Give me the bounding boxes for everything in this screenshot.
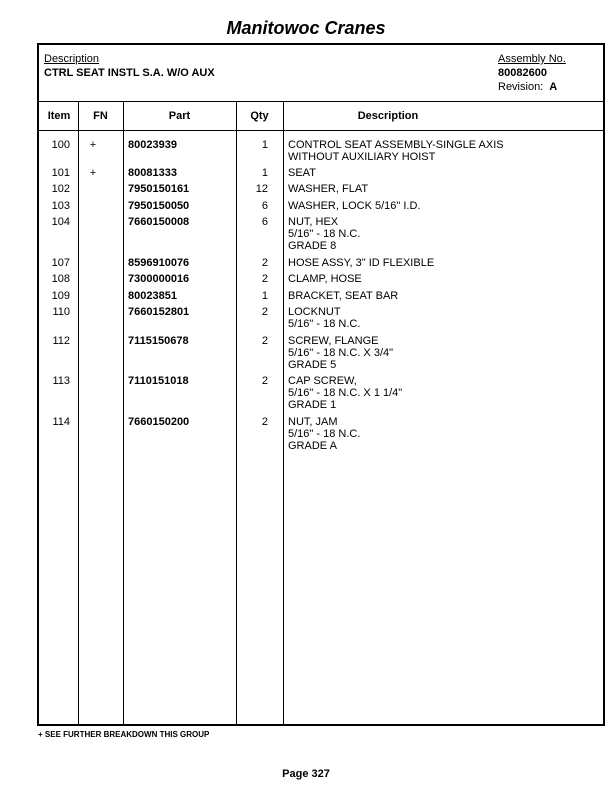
part-number: 7110151018	[128, 375, 189, 387]
part-description: HOSE ASSY, 3" ID FLEXIBLE	[288, 257, 435, 269]
fn-marker: +	[89, 167, 97, 179]
part-number: 80081333	[128, 167, 177, 179]
quantity: 6	[261, 200, 268, 212]
item-number: 102	[51, 183, 70, 195]
item-number: 110	[52, 306, 70, 318]
part-number: 7660150008	[128, 216, 190, 228]
column-divider	[236, 101, 237, 726]
part-number: 80023939	[128, 139, 177, 151]
page-number: Page 327	[282, 768, 330, 780]
revision	[498, 81, 557, 93]
item-number: 114	[52, 416, 70, 428]
part-description: CLAMP, HOSE	[288, 273, 362, 285]
quantity: 6	[261, 216, 268, 228]
item-number: 109	[51, 290, 70, 302]
item-number: 108	[51, 273, 70, 285]
quantity: 2	[261, 335, 268, 347]
column-header-part: Part	[168, 110, 191, 122]
fn-marker: +	[89, 139, 97, 151]
column-header-qty: Qty	[250, 110, 269, 122]
part-description: CONTROL SEAT ASSEMBLY-SINGLE AXIS WITHOUT AUXILIARY HOIST	[288, 139, 504, 163]
revision-value: A	[549, 81, 558, 93]
part-number: 7950150161	[128, 183, 190, 195]
revision-label: Revision:	[498, 81, 544, 93]
item-number: 100	[51, 139, 70, 151]
page-title: Manitowoc Cranes	[226, 18, 386, 38]
quantity: 2	[261, 306, 268, 318]
item-number: 112	[52, 335, 70, 347]
item-number: 101	[51, 167, 70, 179]
quantity: 2	[261, 257, 268, 269]
part-number: 7950150050	[128, 200, 190, 212]
part-description: NUT, HEX 5/16" - 18 N.C. GRADE 8	[288, 216, 361, 252]
part-description: SCREW, FLANGE 5/16" - 18 N.C. X 3/4" GRADE 5	[288, 335, 394, 371]
column-header-fn: FN	[93, 110, 108, 122]
quantity: 1	[261, 139, 268, 151]
part-description: NUT, JAM 5/16" - 18 N.C. GRADE A	[288, 416, 361, 452]
item-number: 113	[52, 375, 70, 387]
column-header-item: Item	[47, 110, 71, 122]
quantity: 2	[261, 375, 268, 387]
part-number: 80023851	[128, 290, 177, 302]
part-description: BRACKET, SEAT BAR	[288, 290, 399, 302]
part-description: WASHER, FLAT	[288, 183, 369, 195]
quantity: 2	[261, 416, 268, 428]
item-number: 103	[51, 200, 70, 212]
description-label: Description	[44, 53, 100, 65]
item-number: 104	[51, 216, 70, 228]
footnote: + SEE FURTHER BREAKDOWN THIS GROUP	[38, 730, 210, 739]
assembly-label: Assembly No.	[498, 53, 566, 65]
part-number: 7660150200	[128, 416, 190, 428]
column-divider	[123, 101, 124, 726]
part-description: SEAT	[288, 167, 316, 179]
description-value: CTRL SEAT INSTL S.A. W/O AUX	[44, 67, 215, 79]
quantity: 2	[261, 273, 268, 285]
column-header-description: Description	[357, 110, 419, 122]
part-number: 7660152801	[128, 306, 190, 318]
part-description: LOCKNUT 5/16" - 18 N.C.	[288, 306, 361, 330]
part-description: CAP SCREW, 5/16" - 18 N.C. X 1 1/4" GRADE 1	[288, 375, 403, 411]
part-number: 7115150678	[128, 335, 189, 347]
column-divider	[78, 101, 79, 726]
quantity: 12	[255, 183, 268, 195]
part-number: 7300000016	[128, 273, 190, 285]
part-description: WASHER, LOCK 5/16" I.D.	[288, 200, 421, 212]
assembly-number: 80082600	[498, 67, 547, 79]
column-divider	[283, 101, 284, 726]
quantity: 1	[261, 167, 268, 179]
quantity: 1	[261, 290, 268, 302]
item-number: 107	[51, 257, 70, 269]
part-number: 8596910076	[128, 257, 190, 269]
